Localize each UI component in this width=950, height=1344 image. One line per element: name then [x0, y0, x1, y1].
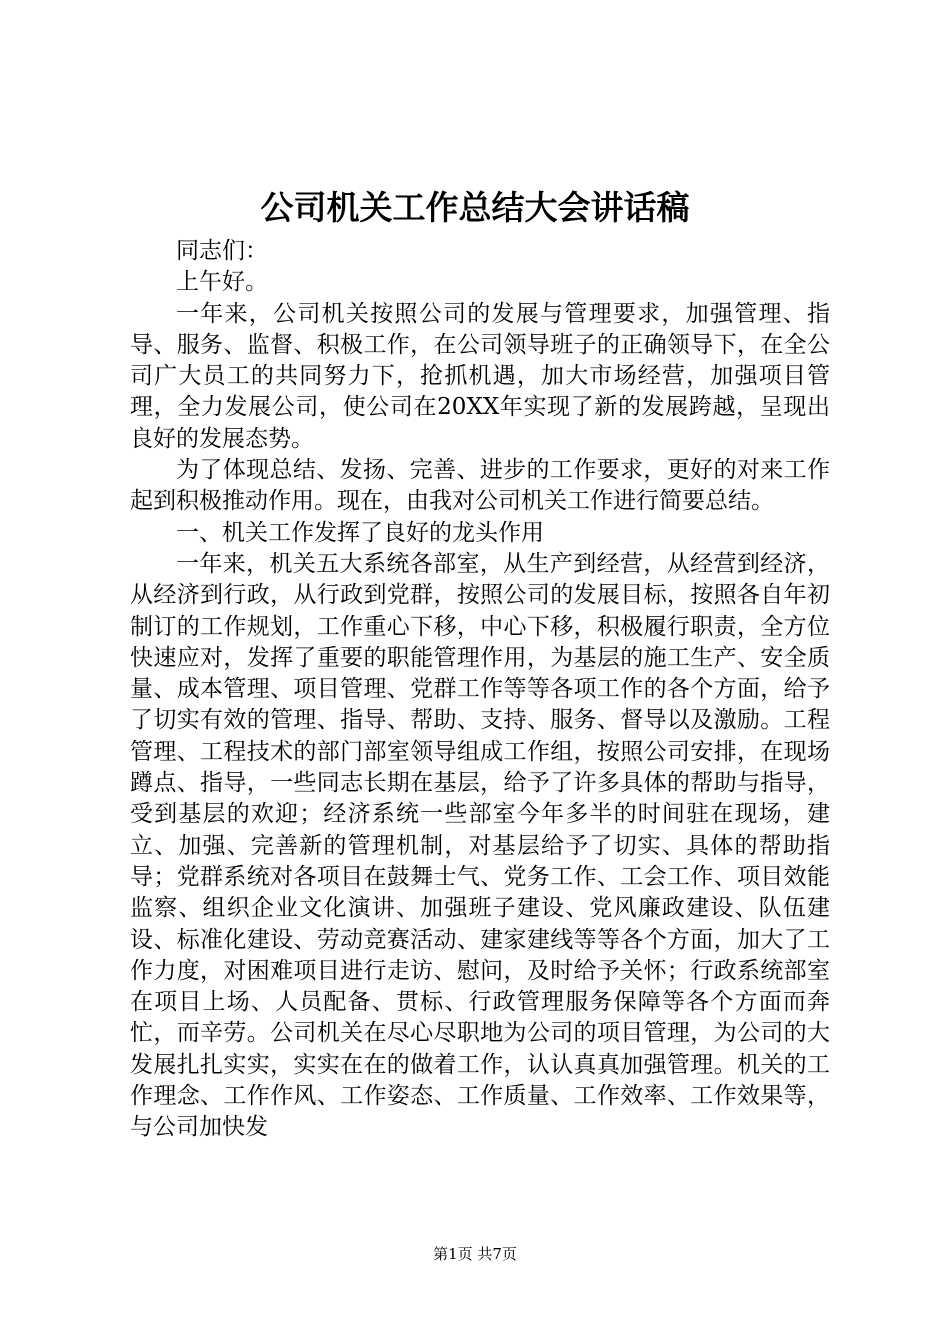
salutation: 同志们：	[176, 238, 268, 264]
body-paragraph: 为了体现总结、发扬、完善、进步的工作要求，更好的对来工作起到积极推动作用。现在，由我对公司机关工作进行简要总结。	[130, 457, 830, 515]
greeting: 上午好。	[176, 269, 268, 296]
document-title: 公司机关工作总结大会讲话稿	[260, 188, 690, 227]
section-heading: 一、机关工作发挥了良好的龙头作用	[176, 519, 544, 546]
page-number-footer: 第1页 共7页	[433, 1245, 517, 1263]
body-paragraph: 一年来，公司机关按照公司的发展与管理要求，加强管理、指导、服务、监督、积极工作，在公司领导班子的正确领导下，在全公司广大员工的共同努力下，抢抓机遇，加大市场经营，加强项目管理，全力发展公司，使公司在20XX年实现了新的发展跨越，呈现出良好的发展态势。	[130, 300, 830, 452]
document-body	[130, 236, 830, 1144]
body-paragraph: 一年来，机关五大系统各部室，从生产到经营，从经营到经济，从经济到行政，从行政到党群，按照公司的发展目标，按照各自年初制订的工作规划，工作重心下移，中心下移，积极履行职责，全方位快速应对，发挥了重要的职能管理作用，为基层的施工生产、安全质量、成本管理、项目管理、党群工作等等各项工作的各个方面，给予了切实有效的管理、指导、帮助、支持、服务、督导以及激励。工程管理、工程技术的部门部室领导组成工作组，按照公司安排，在现场蹲点、指导，一些同志长期在基层，给予了许多具体的帮助与指导，受到基层的欢迎；经济系统一些部室今年多半的时间驻在现场，建立、加强、完善新的管理机制，对基层给予了切实、具体的帮助指导；党群系统对各项目在鼓舞士气、党务工作、工会工作、项目效能监察、组织企业文化演讲、加强班子建设、党风廉政建设、队伍建设、标准化建设、劳动竞赛活动、建家建线等等各个方面，加大了工作力度，对困难项目进行走访、慰问，及时给予关怀；行政系统部室在项目上场、人员配备、贯标、行政管理服务保障等各个方面而奔忙，而辛劳。公司机关在尽心尽职地为公司的项目管理，为公司的大发展扎扎实实，实实在在的做着工作，认认真真加强管理。机关的工作理念、工作作风、工作姿态、工作质量、工作效率、工作效果等，与公司加快发	[130, 550, 830, 1141]
